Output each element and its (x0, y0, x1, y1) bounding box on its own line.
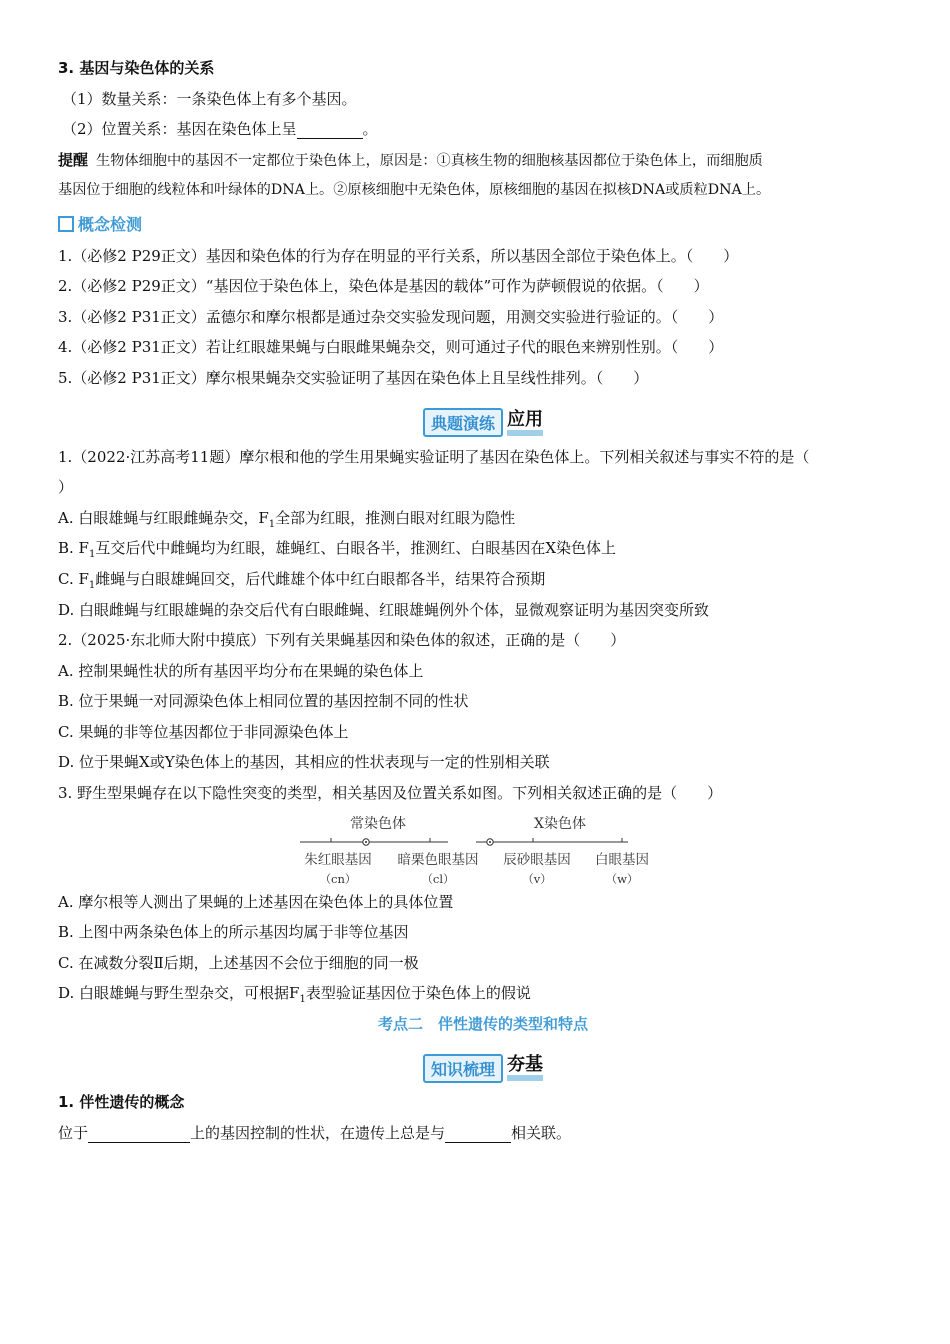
chromosome-diagram (58, 814, 908, 892)
concept-check-title: 概念检测 (78, 214, 143, 234)
gene-name: 朱红眼基因 (304, 851, 372, 868)
position-relation-text: （2）位置关系：基因在染色体上呈 (62, 120, 297, 139)
tip-label: 提醒 (58, 150, 89, 169)
q1-option-b (58, 538, 908, 569)
gene-name: 暗栗色眼基因 (397, 851, 479, 868)
q3-option-b: B. 上图中两条染色体上的所示基因均属于非等位基因 (58, 923, 409, 942)
q2-stem: 2.（2025·东北师大附中摸底）下列有关果蝇基因和染色体的叙述，正确的是（ ） (58, 631, 626, 650)
sexlinked-definition (58, 1123, 908, 1154)
subscript: 1 (88, 549, 96, 561)
autosome-label: 常染色体 (350, 815, 406, 832)
q1-c-text-rest: 雌蝇与白眼雄蝇回交，后代雌雄个体中红白眼都各半，结果符合预期 (95, 569, 546, 588)
page (58, 58, 908, 1153)
q1-option-c (58, 569, 908, 600)
answer-blank[interactable] (445, 1126, 511, 1143)
q3-d-text: D. 白眼雄蝇与野生型杂交，可根据F (58, 984, 300, 1003)
q1-stem-end: ） (58, 478, 74, 497)
quantity-relation: （1）数量关系：一条染色体上有多个基因。 (62, 89, 357, 108)
q1-option-a (58, 508, 908, 539)
concept-item: 4.（必修2 P31正文）若让红眼雄果蝇与白眼雌果蝇杂交，则可通过子代的眼色来辨别性别。（ ） (58, 338, 724, 357)
knowledge-banner (58, 1048, 908, 1088)
section3-title: 3. 基因与染色体的关系 (58, 59, 215, 77)
concept-item: 2.（必修2 P29正文）“基因位于染色体上，染色体是基因的载体”可作为萨顿假说的依据。（ ） (58, 277, 709, 296)
gene-code: （cl） (421, 871, 455, 886)
q1-a-text: A. 白眼雄蝇与红眼雌蝇杂交，F (58, 508, 269, 527)
answer-blank[interactable] (88, 1126, 190, 1143)
subscript: 1 (88, 579, 96, 591)
banner-tag: 知识梳理 (423, 1054, 503, 1083)
subscript: 1 (268, 518, 276, 530)
q1-stem: 1.（2022·江苏高考11题）摩尔根和他的学生用果蝇实验证明了基因在染色体上。下列相关叙述与事实不符的是（ (58, 447, 810, 466)
banner-tag: 典题演练 (423, 408, 503, 437)
definition-text-mid: 上的基因控制的性状，在遗传上总是与 (190, 1123, 446, 1142)
concept-item: 5.（必修2 P31正文）摩尔根果蝇杂交实验证明了基因在染色体上且呈线性排列。（ ） (58, 368, 649, 387)
concept-item: 3.（必修2 P31正文）孟德尔和摩尔根都是通过杂交实验发现问题，用测交实验进行验证的。（ ） (58, 307, 724, 326)
q3-option-a: A. 摩尔根等人测出了果蝇的上述基因在染色体上的具体位置 (58, 892, 454, 911)
q1-option-d: D. 白眼雌蝇与红眼雄蝇的杂交后代有白眼雌蝇、红眼雄蝇例外个体，显微观察证明为基因突变所致 (58, 600, 710, 619)
tip-text-1: 生物体细胞中的基因不一定都位于染色体上，原因是：①真核生物的细胞核基因都位于染色体上，而细胞质 (96, 152, 763, 169)
q3-option-c: C. 在减数分裂Ⅱ后期，上述基因不会位于细胞的同一极 (58, 953, 419, 972)
tip-line-1 (58, 150, 908, 181)
q3-option-d (58, 983, 908, 1014)
gene-code: （w） (605, 871, 639, 886)
definition-text-end: 相关联。 (511, 1123, 572, 1142)
section-title: 考点二 伴性遗传的类型和特点 (377, 1015, 588, 1034)
q3-stem: 3. 野生型果蝇存在以下隐性突变的类型，相关基因及位置关系如图。下列相关叙述正确的是（ ） (58, 784, 723, 803)
definition-text: 位于 (58, 1123, 89, 1142)
sexlinked-title: 1. 伴性遗传的概念 (58, 1093, 185, 1112)
q2-option-c: C. 果蝇的非等位基因都位于非同源染色体上 (58, 722, 349, 741)
gene-name: 白眼基因 (595, 851, 649, 868)
centromere-dot (365, 841, 367, 843)
q1-b-text-rest: 互交后代中雌蝇均为红眼，雄蝇红、白眼各半，推测红、白眼基因在X染色体上 (95, 539, 617, 558)
concept-check-heading (58, 215, 908, 246)
centromere-dot (489, 841, 491, 843)
banner-word: 应用 (507, 410, 543, 436)
q1-a-text-rest: 全部为红眼，推测白眼对红眼为隐性 (275, 508, 516, 527)
q3-d-text-rest: 表型验证基因位于染色体上的假说 (305, 984, 531, 1003)
position-relation (58, 119, 908, 150)
x-chromosome-label: X染色体 (534, 815, 586, 832)
q1-b-text: B. F (58, 539, 89, 558)
banner-word: 夯基 (507, 1055, 543, 1081)
gene-code: （v） (522, 871, 552, 886)
concept-item: 1.（必修2 P29正文）基因和染色体的行为存在明显的平行关系，所以基因全部位于染色体上。（ ） (58, 246, 739, 265)
checkbox-icon (58, 216, 74, 232)
q2-option-a: A. 控制果蝇性状的所有基因平均分布在果蝇的染色体上 (58, 661, 424, 680)
position-relation-end: 。 (362, 120, 378, 139)
q2-option-d: D. 位于果蝇X或Y染色体上的基因，其相应的性状表现与一定的性别相关联 (58, 753, 550, 772)
chromosome-figure (298, 814, 678, 892)
q1-c-text: C. F (58, 569, 89, 588)
q2-option-b: B. 位于果蝇一对同源染色体上相同位置的基因控制不同的性状 (58, 692, 469, 711)
subscript: 1 (299, 994, 306, 1006)
practice-banner (58, 403, 908, 443)
gene-name: 辰砂眼基因 (503, 851, 571, 868)
gene-code: （cn） (319, 871, 357, 886)
tip-line-2: 基因位于细胞的线粒体和叶绿体的DNA上。②原核细胞中无染色体，原核细胞的基因在拟核DNA或质粒DNA上。 (58, 182, 771, 199)
answer-blank[interactable] (297, 122, 363, 139)
